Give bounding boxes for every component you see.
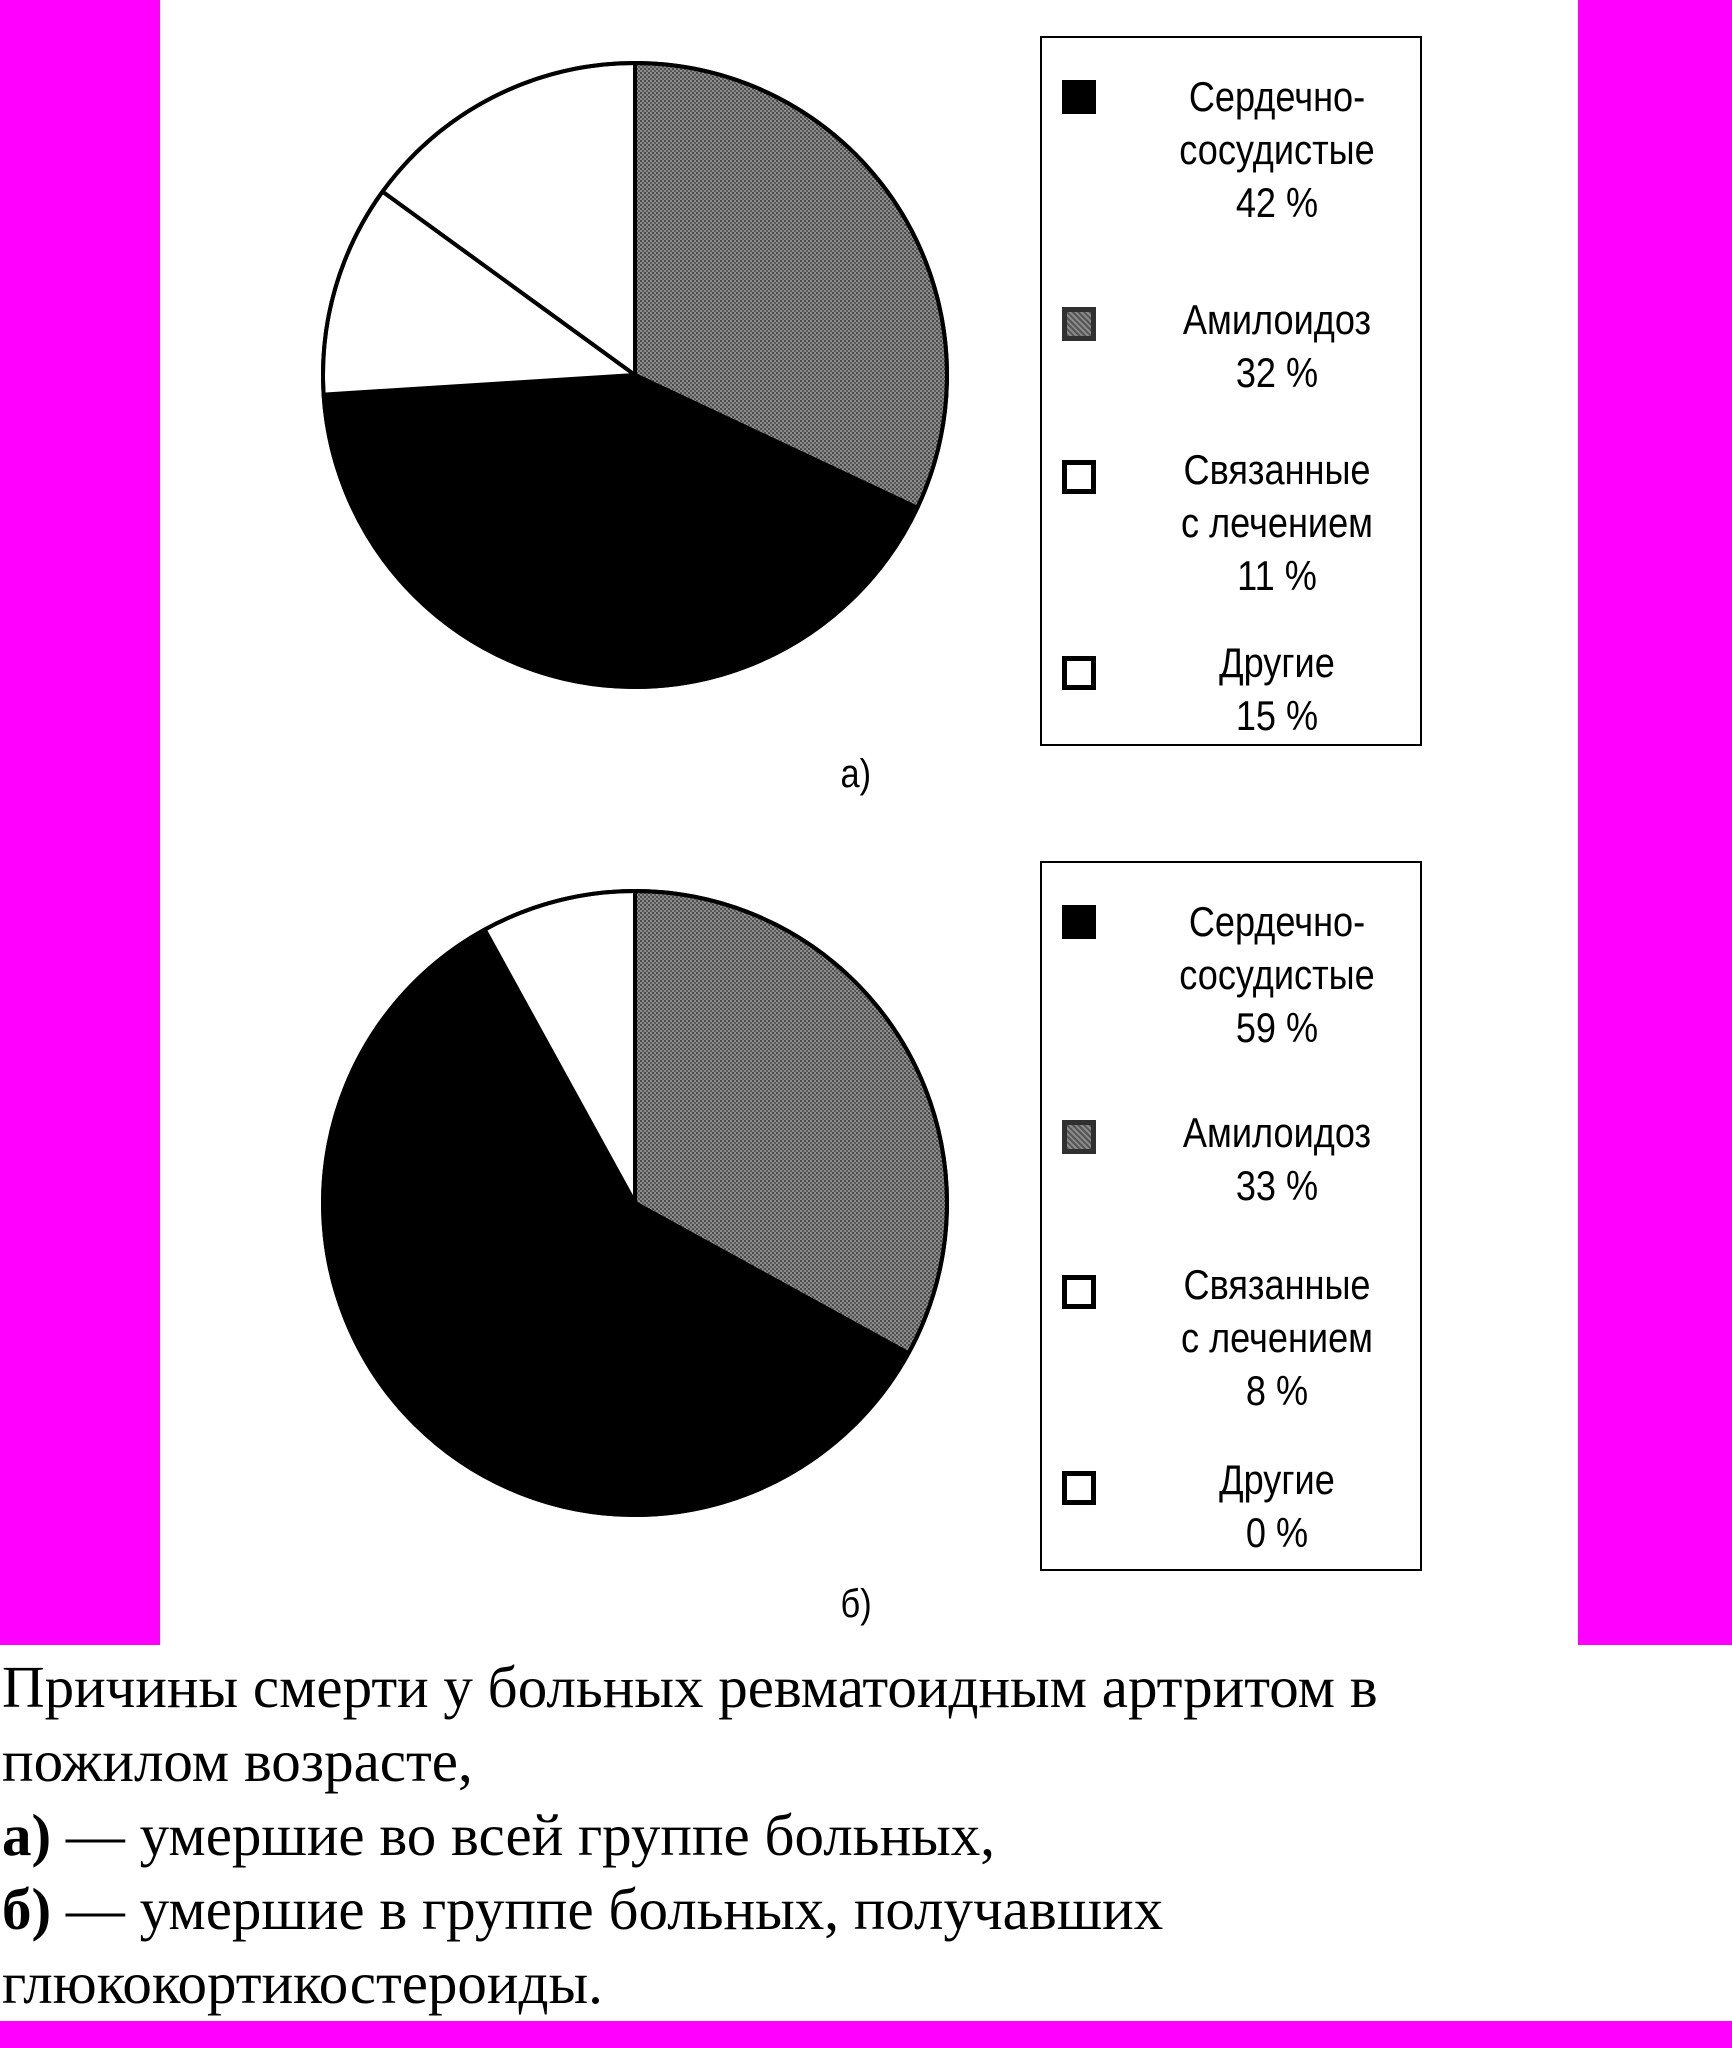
panel-label-a: а) [840, 752, 872, 796]
figure-caption [2, 1650, 1722, 2020]
caption-line-3 [2, 1798, 1722, 1872]
legend-value: 33 % [1235, 1162, 1319, 1209]
caption-line-2: пожилом возрасте, [2, 1728, 473, 1794]
legend-label: Амилоидоз [1182, 296, 1372, 343]
caption-text-b: — умершие в группе больных, получавших [51, 1876, 1164, 1942]
legend-swatch-black [1062, 905, 1096, 939]
legend-label: Амилоидоз [1182, 1109, 1372, 1156]
legend-a [1040, 36, 1422, 746]
legend-value: 32 % [1235, 349, 1319, 396]
left-magenta-bar [0, 0, 160, 1645]
legend-swatch-black [1062, 80, 1096, 114]
pie-chart-a [300, 40, 980, 720]
pie-chart-b [300, 868, 980, 1548]
legend-label: Сердечно- [1188, 73, 1366, 120]
caption-line-5: глюкокортикостероиды. [2, 1950, 603, 2016]
legend-value: 59 % [1235, 1004, 1319, 1051]
legend-label: Связанные [1183, 1261, 1371, 1308]
legend-label: с лечением [1180, 499, 1374, 546]
legend-swatch-white [1062, 460, 1096, 494]
right-magenta-bar [1578, 0, 1732, 1645]
caption-text-a: — умершие во всей группе больных, [51, 1802, 996, 1868]
legend-label: Другие [1219, 1456, 1335, 1503]
legend-label: Другие [1219, 639, 1335, 686]
legend-label: Связанные [1183, 446, 1371, 493]
legend-swatch-gray [1062, 307, 1096, 341]
caption-line-4 [2, 1872, 1722, 1946]
legend-value: 15 % [1235, 692, 1319, 739]
bottom-magenta-bar [0, 2021, 1732, 2048]
panel-label-b: б) [840, 1582, 872, 1626]
legend-swatch-white [1062, 1275, 1096, 1309]
legend-label: сосудистые [1179, 126, 1375, 173]
legend-swatch-white [1062, 1471, 1096, 1505]
legend-label: сосудистые [1179, 951, 1375, 998]
legend-label: Сердечно- [1188, 898, 1366, 945]
legend-value: 8 % [1245, 1367, 1309, 1414]
legend-label: с лечением [1180, 1314, 1374, 1361]
caption-marker-a: а) [2, 1802, 52, 1868]
legend-swatch-gray [1062, 1120, 1096, 1154]
legend-value: 0 % [1245, 1509, 1309, 1556]
legend-b [1040, 861, 1422, 1571]
legend-swatch-white [1062, 656, 1096, 690]
legend-value: 11 % [1237, 552, 1317, 599]
caption-line-1: Причины смерти у больных ревматоидным артритом в [2, 1654, 1378, 1720]
caption-marker-b: б) [2, 1876, 52, 1942]
legend-value: 42 % [1235, 179, 1319, 226]
